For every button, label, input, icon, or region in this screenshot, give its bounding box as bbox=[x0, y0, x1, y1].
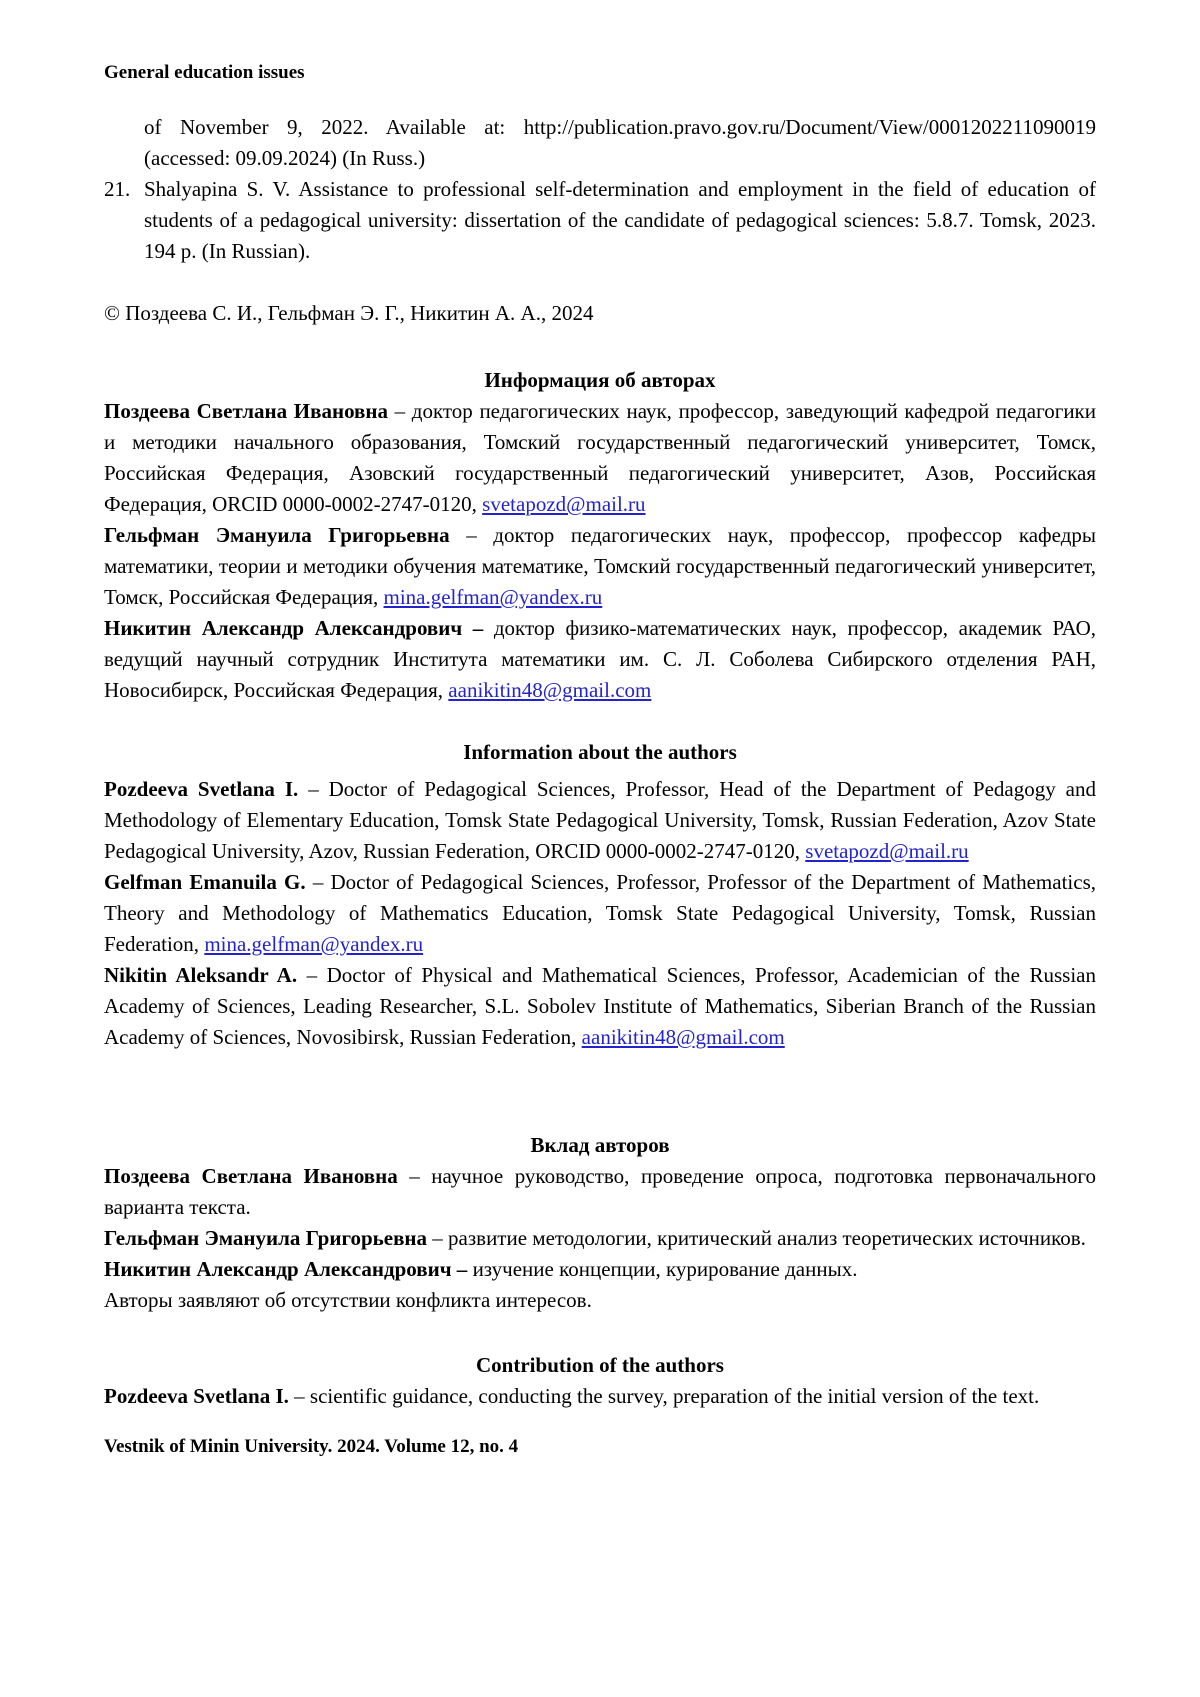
contribution-description: – развитие методологии, критический анализ теоретических источников. bbox=[432, 1226, 1086, 1250]
email-link-nikitin-en[interactable]: aanikitin48@gmail.com bbox=[581, 1025, 785, 1049]
authors-info-en-heading: Information about the authors bbox=[463, 740, 737, 764]
conflict-of-interest-note: Авторы заявляют об отсутствии конфликта интересов. bbox=[104, 1288, 592, 1312]
author-description: – доктор педагогических наук, профессор, заведующий кафедрой педагогики и методики начального образования, Томский государственный педагогический университет, Томск, Российская Федерация, Азовский государственный педагогический университет, Азов, Российская Федерация, ORCID 0000-0002-2747-0120, bbox=[104, 399, 1097, 516]
section-contribution-en bbox=[104, 1350, 1096, 1412]
author-entry-nikitin-en bbox=[104, 960, 1096, 1053]
author-name: Гельфман Эмануила Григорьевна bbox=[104, 523, 450, 547]
author-name: Поздеева Светлана Ивановна bbox=[104, 399, 388, 423]
reference-continuation bbox=[104, 112, 1096, 174]
author-description: – доктор педагогических наук, профессор, профессор кафедры математики, теории и методики обучения математике, Томский государственный педагогический университет, Томск, Российская Федерация, bbox=[104, 523, 1096, 609]
author-entry-pozdeeva-ru bbox=[104, 396, 1096, 520]
contribution-ru-heading: Вклад авторов bbox=[530, 1133, 670, 1157]
section-authors-info-ru bbox=[104, 365, 1096, 706]
author-description: – Doctor of Pedagogical Sciences, Professor, Head of the Department of Pedagogy and Methodology of Elementary Education, Tomsk State Pedagogical University, Tomsk, Russian Federation, Azov State Pedagogical University, Azov, Russian Federation, ORCID 0000-0002-2747-0120, bbox=[104, 777, 1096, 863]
reference-continuation-post: (accessed: 09.09.2024) (In Russ.) bbox=[144, 146, 426, 170]
author-name: Поздеева Светлана Ивановна bbox=[104, 1164, 398, 1188]
author-entry-gelfman-ru bbox=[104, 520, 1096, 613]
section-contribution-ru bbox=[104, 1130, 1096, 1316]
email-link-svetapozd[interactable]: svetapozd@mail.ru bbox=[482, 492, 646, 516]
author-name: Никитин Александр Александрович – bbox=[104, 1257, 468, 1281]
running-head: General education issues bbox=[104, 62, 305, 83]
author-name: Гельфман Эмануила Григорьевна bbox=[104, 1226, 428, 1250]
reference-url: http://publication.pravo.gov.ru/Document/View/0001202211090019 bbox=[523, 115, 1096, 139]
reference-item bbox=[104, 174, 1096, 267]
contribution-en-heading: Contribution of the authors bbox=[476, 1353, 724, 1377]
email-link-gelfman-en[interactable]: mina.gelfman@yandex.ru bbox=[204, 932, 424, 956]
contribution-description: – scientific guidance, conducting the survey, preparation of the initial version of the text. bbox=[294, 1384, 1040, 1408]
contribution-entry-pozdeeva-ru bbox=[104, 1161, 1096, 1223]
reference-text: Shalyapina S. V. Assistance to professional self-determination and employment in the field of education of students of a pedagogical university: dissertation of the candidate of pedagogical sciences: 5.8.7. Tomsk, 2023. 194 p. (In Russian). bbox=[144, 177, 1096, 263]
email-link-nikitin[interactable]: aanikitin48@gmail.com bbox=[448, 678, 652, 702]
contribution-description: изучение концепции, курирование данных. bbox=[472, 1257, 858, 1281]
author-name: Pozdeeva Svetlana I. bbox=[104, 777, 299, 801]
author-description: – Doctor of Physical and Mathematical Sciences, Professor, Academician of the Russian Academy of Sciences, Leading Researcher, S.L. Sobolev Institute of Mathematics, Siberian Branch of the Russian Academy of Sciences, Novosibirsk, Russian Federation, bbox=[104, 963, 1097, 1049]
author-name: Gelfman Emanuila G. bbox=[104, 870, 306, 894]
author-entry-gelfman-en bbox=[104, 867, 1096, 960]
email-link-gelfman[interactable]: mina.gelfman@yandex.ru bbox=[383, 585, 603, 609]
journal-footer: Vestnik of Minin University. 2024. Volume 12, no. 4 bbox=[104, 1436, 519, 1457]
contribution-entry-nikitin-ru bbox=[104, 1254, 1096, 1285]
section-authors-info-en bbox=[104, 737, 1096, 1053]
author-name: Pozdeeva Svetlana I. bbox=[104, 1384, 289, 1408]
reference-number: 21. bbox=[104, 177, 131, 201]
author-name: Никитин Александр Александрович – bbox=[104, 616, 484, 640]
author-description: – Doctor of Pedagogical Sciences, Professor, Professor of the Department of Mathematics, Theory and Methodology of Mathematics Education, Tomsk State Pedagogical University, Tomsk, Russian Federation, bbox=[104, 870, 1097, 956]
authors-info-ru-heading: Информация об авторах bbox=[484, 368, 716, 392]
author-entry-nikitin-ru bbox=[104, 613, 1096, 706]
contribution-entry-gelfman-ru bbox=[104, 1223, 1096, 1254]
author-description: доктор физико-математических наук, профессор, академик РАО, ведущий научный сотрудник Института математики им. С. Л. Соболева Сибирского отделения РАН, Новосибирск, Российская Федерация, bbox=[104, 616, 1096, 702]
reference-list bbox=[104, 112, 1096, 267]
author-name: Nikitin Aleksandr A. bbox=[104, 963, 298, 987]
contribution-entry-pozdeeva-en bbox=[104, 1381, 1096, 1412]
email-link-svetapozd-en[interactable]: svetapozd@mail.ru bbox=[805, 839, 969, 863]
reference-continuation-pre: of November 9, 2022. Available at: bbox=[144, 115, 524, 139]
contribution-description: – научное руководство, проведение опроса, подготовка первоначального варианта текста. bbox=[104, 1164, 1096, 1219]
author-entry-pozdeeva-en bbox=[104, 774, 1096, 867]
copyright-line: © Поздеева С. И., Гельфман Э. Г., Никитин А. А., 2024 bbox=[104, 301, 594, 325]
